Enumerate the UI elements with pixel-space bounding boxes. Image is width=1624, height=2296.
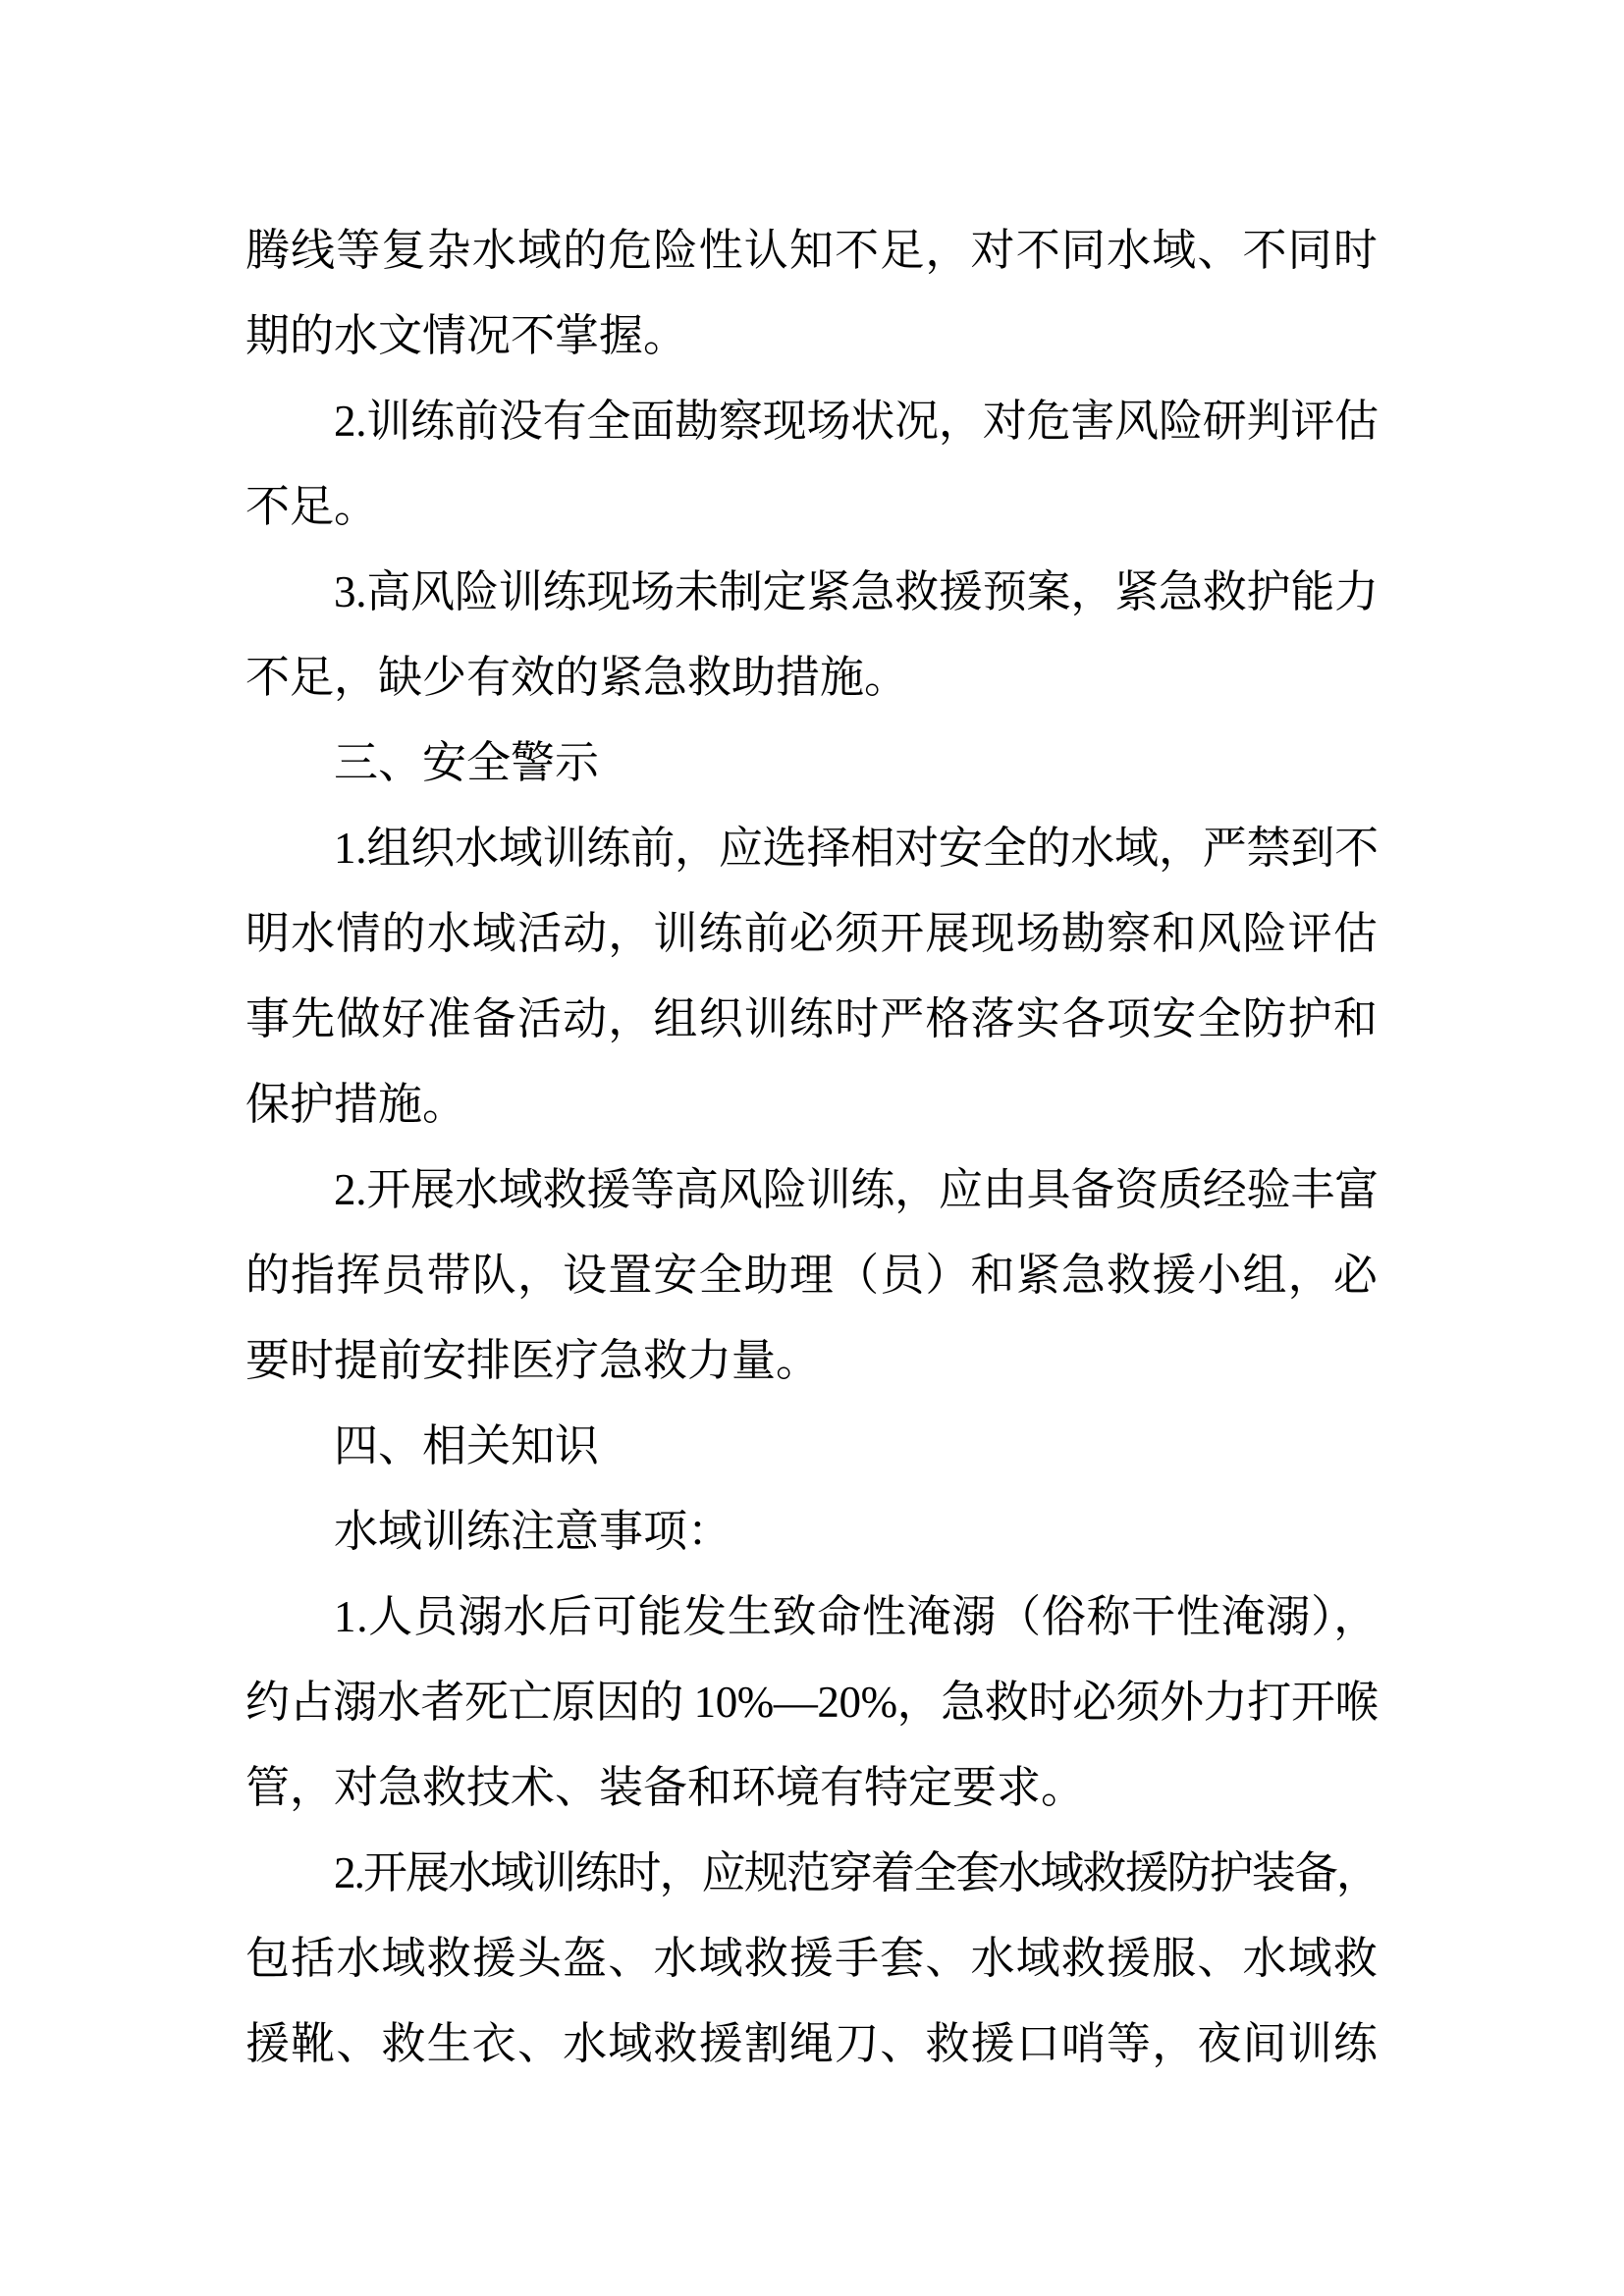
text-line xyxy=(245,635,1379,721)
text-line xyxy=(245,1318,1379,1404)
text-line xyxy=(245,2002,1379,2087)
text-line-content: 1.人员溺水后可能发生致命性淹溺（俗称干性淹溺）， xyxy=(334,1592,1379,1641)
text-line xyxy=(245,1062,1379,1148)
text-line-content: 要时提前安排医疗急救力量。 xyxy=(245,1336,821,1385)
text-line xyxy=(245,721,1379,806)
text-line-content: 管，对急救技术、装备和环境有特定要求。 xyxy=(245,1763,1086,1812)
text-line xyxy=(245,1575,1379,1660)
text-line xyxy=(245,1831,1379,1916)
text-line xyxy=(245,294,1379,379)
document-text-block xyxy=(245,208,1379,2087)
text-line-content: 腾线等复杂水域的危险性认知不足，对不同水域、不同时 xyxy=(245,226,1379,275)
text-line-content: 2.开展水域救援等高风险训练，应由具备资质经验丰富 xyxy=(334,1165,1379,1214)
text-line-content: 的指挥员带队，设置安全助理（员）和紧急救援小组，必 xyxy=(245,1251,1379,1300)
text-line-content: 不足，缺少有效的紧急救助措施。 xyxy=(245,653,909,702)
text-line-content: 四、相关知识 xyxy=(334,1421,600,1470)
text-line xyxy=(245,1660,1379,1745)
text-line xyxy=(245,977,1379,1062)
text-line xyxy=(245,1745,1379,1831)
text-line xyxy=(245,1148,1379,1233)
text-line xyxy=(245,1489,1379,1575)
text-line-content: 事先做好准备活动，组织训练时严格落实各项安全防护和 xyxy=(245,994,1379,1043)
text-line xyxy=(245,1404,1379,1489)
text-line xyxy=(245,891,1379,977)
text-line xyxy=(245,1916,1379,2002)
text-line xyxy=(245,550,1379,635)
text-line xyxy=(245,208,1379,294)
text-line-content: 2.开展水域训练时，应规范穿着全套水域救援防护装备， xyxy=(334,1848,1379,1897)
text-line-content: 包括水域救援头盔、水域救援手套、水域救援服、水域救 xyxy=(245,1934,1379,1983)
text-line-content: 水域训练注意事项： xyxy=(334,1507,732,1556)
text-line-content: 援靴、救生衣、水域救援割绳刀、救援口哨等，夜间训练 xyxy=(245,2019,1379,2068)
text-line xyxy=(245,806,1379,891)
text-line-content: 约占溺水者死亡原因的 10%—20%，急救时必须外力打开喉 xyxy=(245,1678,1379,1727)
text-line xyxy=(245,464,1379,550)
text-line xyxy=(245,379,1379,464)
text-line xyxy=(245,1233,1379,1318)
text-line-content: 期的水文情况不掌握。 xyxy=(245,311,688,360)
text-line-content: 3.高风险训练现场未制定紧急救援预案，紧急救护能力 xyxy=(334,567,1379,616)
text-line-content: 不足。 xyxy=(245,482,379,531)
text-line-content: 明水情的水域活动，训练前必须开展现场勘察和风险评估 xyxy=(245,909,1379,958)
text-line-content: 2.训练前没有全面勘察现场状况，对危害风险研判评估 xyxy=(334,397,1379,446)
text-line-content: 三、安全警示 xyxy=(334,738,600,787)
text-line-content: 保护措施。 xyxy=(245,1080,467,1129)
text-line-content: 1.组织水域训练前，应选择相对安全的水域，严禁到不 xyxy=(334,824,1379,873)
